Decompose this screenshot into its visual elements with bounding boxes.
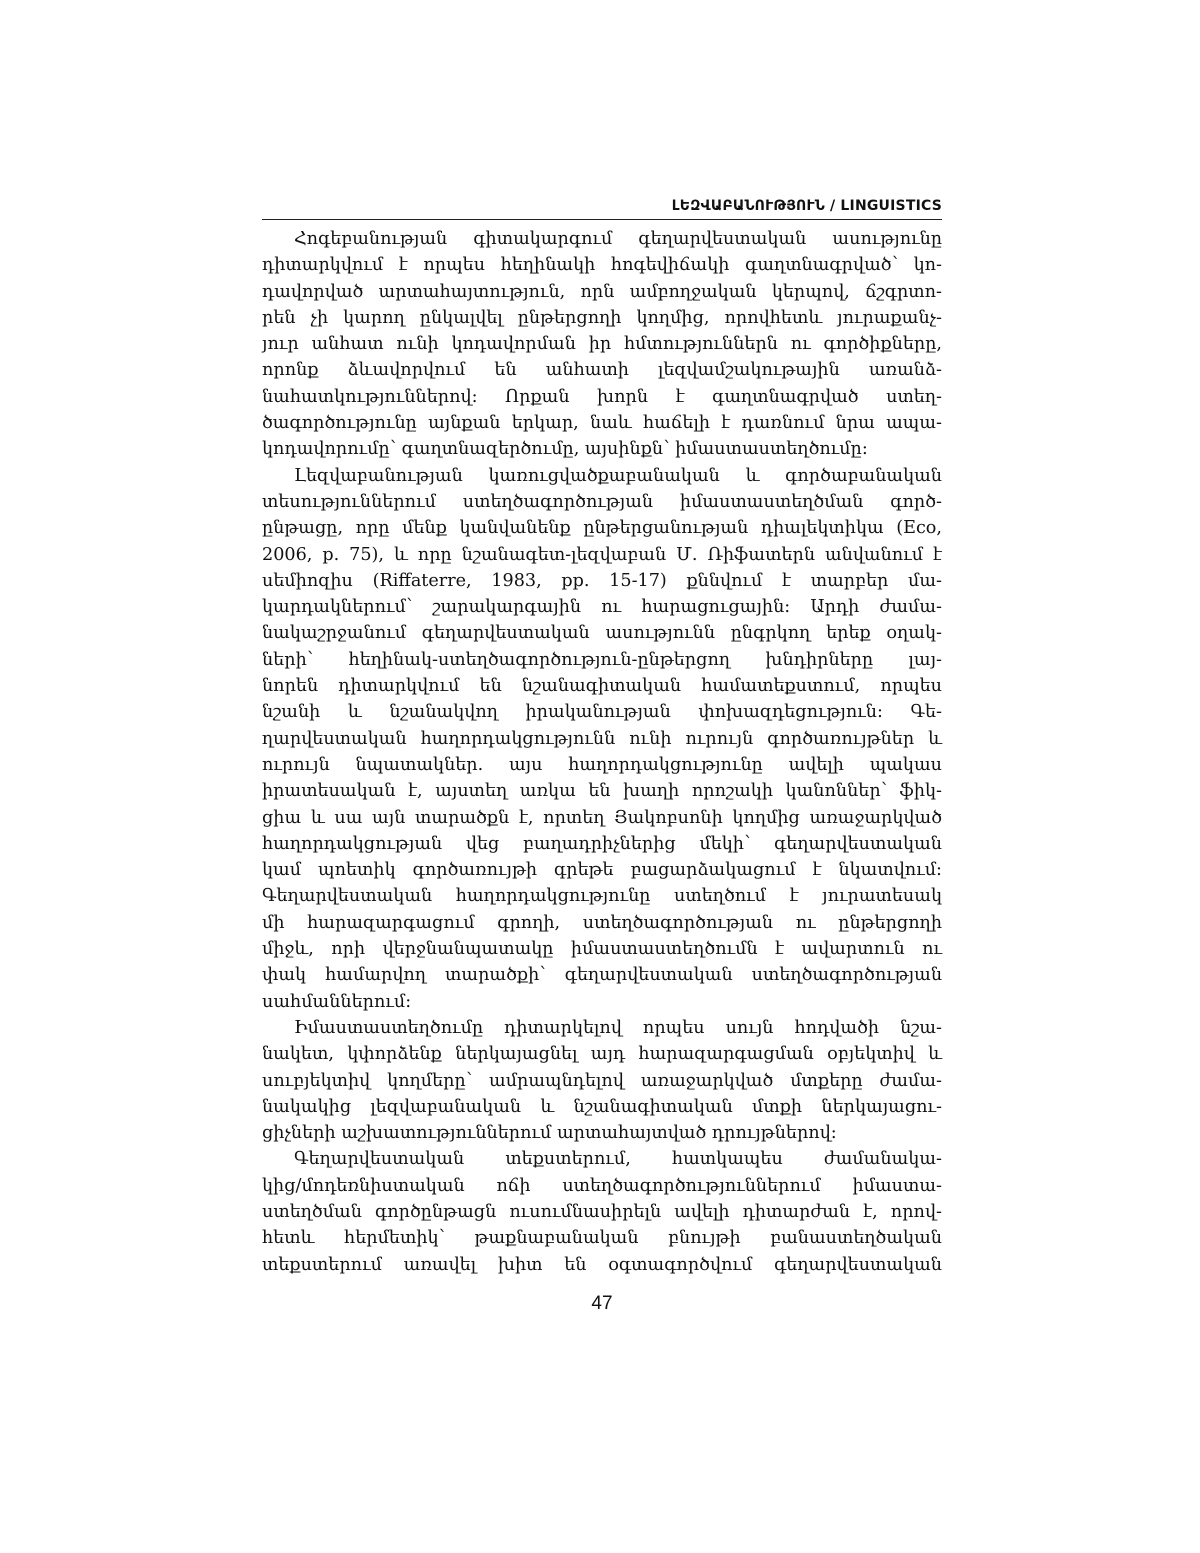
text-line: ղարվեստական հաղորդակցությունն ունի ուրույն գործառույթներ և bbox=[262, 728, 942, 749]
text-line: նորեն դիտարկվում են նշանագիտական համատեքստում, որպես bbox=[262, 676, 942, 697]
text-line: կոդավորումը՝ գաղտնազերծումը, այսինքն՝ իմաստաստեղծումը: bbox=[262, 439, 868, 460]
text-line: մի հարազարգացում գրողի, ստեղծագործության ու ընթերցողի bbox=[262, 912, 942, 933]
paragraph-3 bbox=[262, 1015, 942, 1146]
text-line: որոնք ձևավորվում են անհատի լեզվամշակութային առանձ- bbox=[262, 360, 942, 381]
text-line: կարդակներում՝ շարակարգային ու հարացուցային: Արդի ժամա- bbox=[262, 597, 942, 618]
text-line: Գեղարվեստական հաղորդակցությունը ստեղծում է յուրատեսակ bbox=[262, 886, 942, 907]
text-line: յուր անհատ ունի կոդավորման իր հմտություններն ու գործիքները, bbox=[262, 334, 942, 355]
text-line: նահատկություններով: Որքան խորն է գաղտնագրված ստեղ- bbox=[262, 386, 942, 407]
text-line: փակ համարվող տարածքի՝ գեղարվեստական ստեղծագործության bbox=[262, 965, 942, 986]
text-line: հաղորդակցության վեց բաղադրիչներից մեկի՝ գեղարվեստական bbox=[262, 833, 942, 854]
text-line: 2006, p. 75), և որը նշանագետ-լեզվաբան Մ. Ռիֆատերն անվանում է bbox=[262, 544, 942, 565]
text-line: ընթացը, որը մենք կանվանենք ընթերցանության դիալեկտիկա (Eco, bbox=[262, 518, 942, 539]
text-line: ցիա և սա այն տարածքն է, որտեղ Յակոբսոնի կողմից առաջարկված bbox=[262, 807, 942, 828]
text-line: ծագործությունը այնքան երկար, նաև հաճելի է դառնում նրա ապա- bbox=[262, 413, 942, 434]
text-line: նակետ, կփորձենք ներկայացնել այդ հարազարգացման օբյեկտիվ և bbox=[262, 1044, 942, 1065]
text-line: միջև, որի վերջնանպատակը իմաստաստեղծումն է ավարտուն ու bbox=[262, 939, 942, 960]
text-line: Լեզվաբանության կառուցվածքաբանական և գործաբանական bbox=[294, 465, 942, 486]
text-line: կից/մոդեռնիստական ոճի ստեղծագործություններում իմաստա- bbox=[262, 1175, 942, 1196]
text-line: սուբյեկտիվ կողմերը՝ ամրապնդելով առաջարկված մտքերը ժամա- bbox=[262, 1070, 942, 1091]
text-line: տեսություններում ստեղծագործության իմաստաստեղծման գործ- bbox=[262, 491, 942, 512]
text-line: ցիչների աշխատություններում արտահայտված դրույթներով: bbox=[262, 1123, 837, 1144]
text-line: իրատեսական է, այստեղ առկա են խաղի որոշակի կանոններ՝ ֆիկ- bbox=[262, 781, 942, 802]
text-line: սահմաններում: bbox=[262, 991, 412, 1012]
text-line: ստեղծման գործընթացն ուսումնասիրելն ավելի դիտարժան է, որով- bbox=[262, 1201, 942, 1222]
paragraph-1 bbox=[262, 226, 942, 463]
text-line: նակաշրջանում գեղարվեստական ասությունն ընգրկող երեք օղակ- bbox=[262, 623, 942, 644]
text-line: Իմաստաստեղծումը դիտարկելով որպես սույն հոդվածի նշա- bbox=[294, 1017, 942, 1038]
text-line: ների՝ հեղինակ-ստեղծագործություն-ընթերցող խնդիրները լայ- bbox=[262, 649, 942, 670]
text-line: նշանի և նշանակվող իրականության փոխազդեցություն: Գե- bbox=[262, 702, 942, 723]
text-line: հետև հերմետիկ՝ թաքնաբանական բնույթի բանաստեղծական bbox=[262, 1228, 942, 1249]
header-rule bbox=[262, 219, 942, 220]
text-line: նակակից լեզվաբանական և նշանագիտական մտքի ներկայացու- bbox=[262, 1096, 942, 1117]
paragraph-2 bbox=[262, 463, 942, 1015]
body-text bbox=[262, 226, 942, 1278]
text-line: ուրույն նպատակներ. այս հաղորդակցությունը ավելի պակաս bbox=[262, 754, 942, 775]
text-line: Գեղարվեստական տեքստերում, հատկապես ժամանակա- bbox=[294, 1149, 942, 1170]
text-line: րեն չի կարող ընկալվել ընթերցողի կողմից, որովհետև յուրաքանչ- bbox=[262, 307, 942, 328]
paragraph-4 bbox=[262, 1146, 942, 1277]
text-line: կամ պոետիկ գործառույթի գրեթե բացարձակացում է նկատվում: bbox=[262, 860, 942, 881]
page-number: 47 bbox=[591, 1293, 613, 1314]
text-line: տեքստերում առավել խիտ են օգտագործվում գեղարվեստական bbox=[262, 1254, 942, 1275]
text-line: դավորված արտահայտություն, որն ամբողջական կերպով, ճշգրտո- bbox=[262, 281, 942, 302]
text-line: սեմիոզիս (Riffaterre, 1983, pp. 15-17) քննվում է տարբեր մա- bbox=[262, 570, 942, 591]
text-line: դիտարկվում է որպես հեղինակի հոգեվիճակի գաղտնագրված՝ կո- bbox=[262, 255, 942, 276]
text-line: Հոգեբանության գիտակարգում գեղարվեստական ասությունը bbox=[294, 229, 942, 249]
running-header: ԼԵԶՎԱԲԱՆՈՒԹՅՈՒՆ / LINGUISTICS bbox=[671, 198, 942, 214]
